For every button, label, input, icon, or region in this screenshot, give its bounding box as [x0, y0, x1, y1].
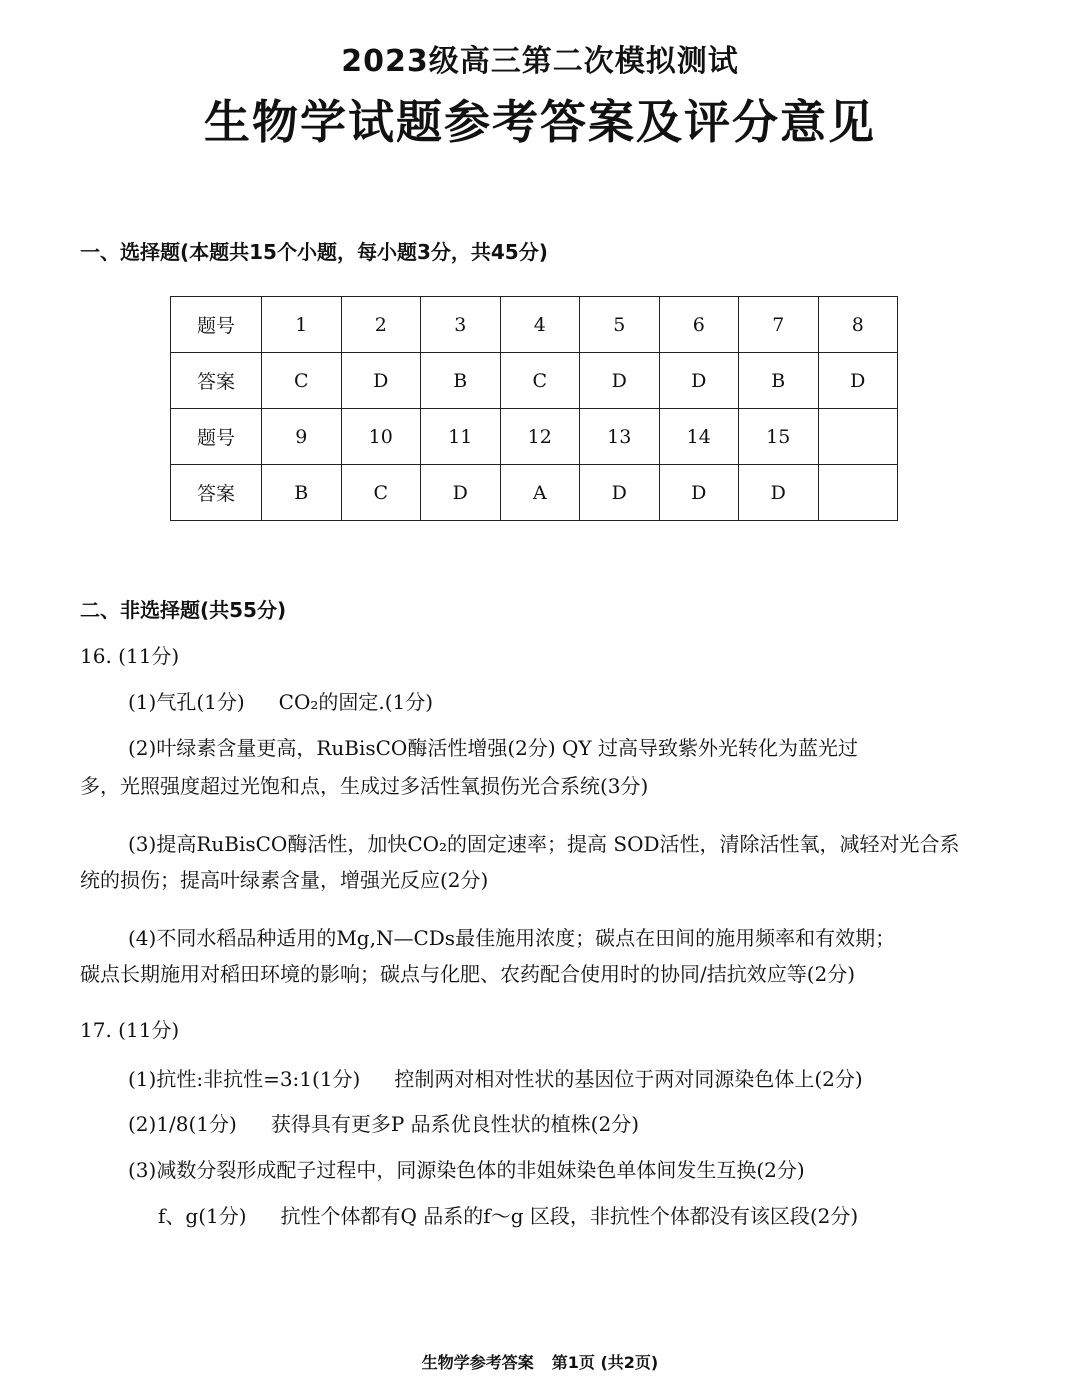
answer-cell: D	[659, 465, 739, 521]
answer-cell: A	[500, 465, 580, 521]
answer-cell: D	[580, 465, 660, 521]
answer-text: f、g(1分)	[158, 1204, 247, 1228]
question-16-part-1	[128, 688, 433, 716]
question-number: 15	[739, 409, 819, 465]
question-16-part-4-line-2: 碳点长期施用对稻田环境的影响；碳点与化肥、农药配合使用时的协同/拮抗效应等(2分)	[80, 962, 856, 986]
answer-cell: B	[739, 353, 819, 409]
question-17-header: 17. (11分)	[80, 1018, 180, 1042]
answer-cell: B	[262, 465, 342, 521]
question-17-part-3-line-1: (3)减数分裂形成配子过程中，同源染色体的非姐妹染色单体间发生互换(2分)	[128, 1158, 805, 1182]
question-number: 14	[659, 409, 739, 465]
question-number: 12	[500, 409, 580, 465]
footer-doc-name: 生物学参考答案	[421, 1353, 534, 1372]
page-footer	[0, 1350, 1080, 1373]
exam-title: 2023级高三第二次模拟测试	[341, 44, 739, 79]
section-heading-free-response: 二、非选择题(共55分)	[80, 598, 287, 622]
question-number: 13	[580, 409, 660, 465]
table-row	[171, 353, 898, 409]
answer-cell: B	[421, 353, 501, 409]
answer-text: 控制两对相对性状的基因位于两对同源染色体上(2分)	[394, 1067, 863, 1091]
table-row	[171, 297, 898, 353]
answer-cell: D	[659, 353, 739, 409]
question-number: 2	[341, 297, 421, 353]
answer-cell: D	[818, 353, 898, 409]
question-17-part-3-line-2	[158, 1202, 858, 1230]
question-17-part-1	[128, 1065, 863, 1093]
answer-text: (1)抗性:非抗性=3:1(1分)	[128, 1067, 361, 1091]
question-number: 4	[500, 297, 580, 353]
answer-cell: C	[341, 465, 421, 521]
question-number: 5	[580, 297, 660, 353]
question-number: 6	[659, 297, 739, 353]
question-16-part-2-line-2: 多，光照强度超过光饱和点，生成过多活性氧损伤光合系统(3分)	[80, 774, 649, 798]
answer-text: (2)1/8(1分)	[128, 1112, 237, 1136]
question-number: 9	[262, 409, 342, 465]
answer-text: 抗性个体都有Q 品系的f～g 区段，非抗性个体都没有该区段(2分)	[280, 1204, 859, 1228]
answer-cell: C	[500, 353, 580, 409]
question-number: 3	[421, 297, 501, 353]
question-17-part-2	[128, 1110, 639, 1138]
question-16-part-3-line-1: (3)提高RuBisCO酶活性，加快CO₂的固定速率；提高 SOD活性，清除活性氧，减轻对光合系	[128, 832, 960, 856]
answer-cell	[818, 465, 898, 521]
answer-table	[170, 296, 898, 521]
row-label-answer: 答案	[171, 353, 262, 409]
row-label-answer: 答案	[171, 465, 262, 521]
answer-cell: C	[262, 353, 342, 409]
answer-text: 获得具有更多P 品系优良性状的植株(2分)	[270, 1112, 640, 1136]
question-16-part-2-line-1: (2)叶绿素含量更高，RuBisCO酶活性增强(2分) QY 过高导致紫外光转化为蓝光过	[128, 736, 858, 760]
question-number: 10	[341, 409, 421, 465]
question-16-part-3-line-2: 统的损伤；提高叶绿素含量，增强光反应(2分)	[80, 868, 489, 892]
table-row	[171, 409, 898, 465]
row-label-number: 题号	[171, 409, 262, 465]
page-number: 第1页 (共2页)	[551, 1353, 659, 1372]
answer-cell: D	[580, 353, 660, 409]
question-number: 11	[421, 409, 501, 465]
answer-cell: D	[341, 353, 421, 409]
document-title: 生物学试题参考答案及评分意见	[204, 95, 876, 149]
question-number: 8	[818, 297, 898, 353]
section-heading-multiple-choice: 一、选择题(本题共15个小题，每小题3分，共45分)	[80, 240, 548, 264]
question-16-header: 16. (11分)	[80, 644, 180, 668]
question-number: 1	[262, 297, 342, 353]
answer-text: (1)气孔(1分)	[128, 690, 245, 714]
answer-cell: D	[421, 465, 501, 521]
answer-cell: D	[739, 465, 819, 521]
table-row	[171, 465, 898, 521]
question-number: 7	[739, 297, 819, 353]
question-16-part-4-line-1: (4)不同水稻品种适用的Mg,N—CDs最佳施用浓度；碳点在田间的施用频率和有效期；	[128, 926, 896, 950]
answer-text: CO₂的固定.(1分)	[278, 690, 434, 714]
row-label-number: 题号	[171, 297, 262, 353]
question-number	[818, 409, 898, 465]
